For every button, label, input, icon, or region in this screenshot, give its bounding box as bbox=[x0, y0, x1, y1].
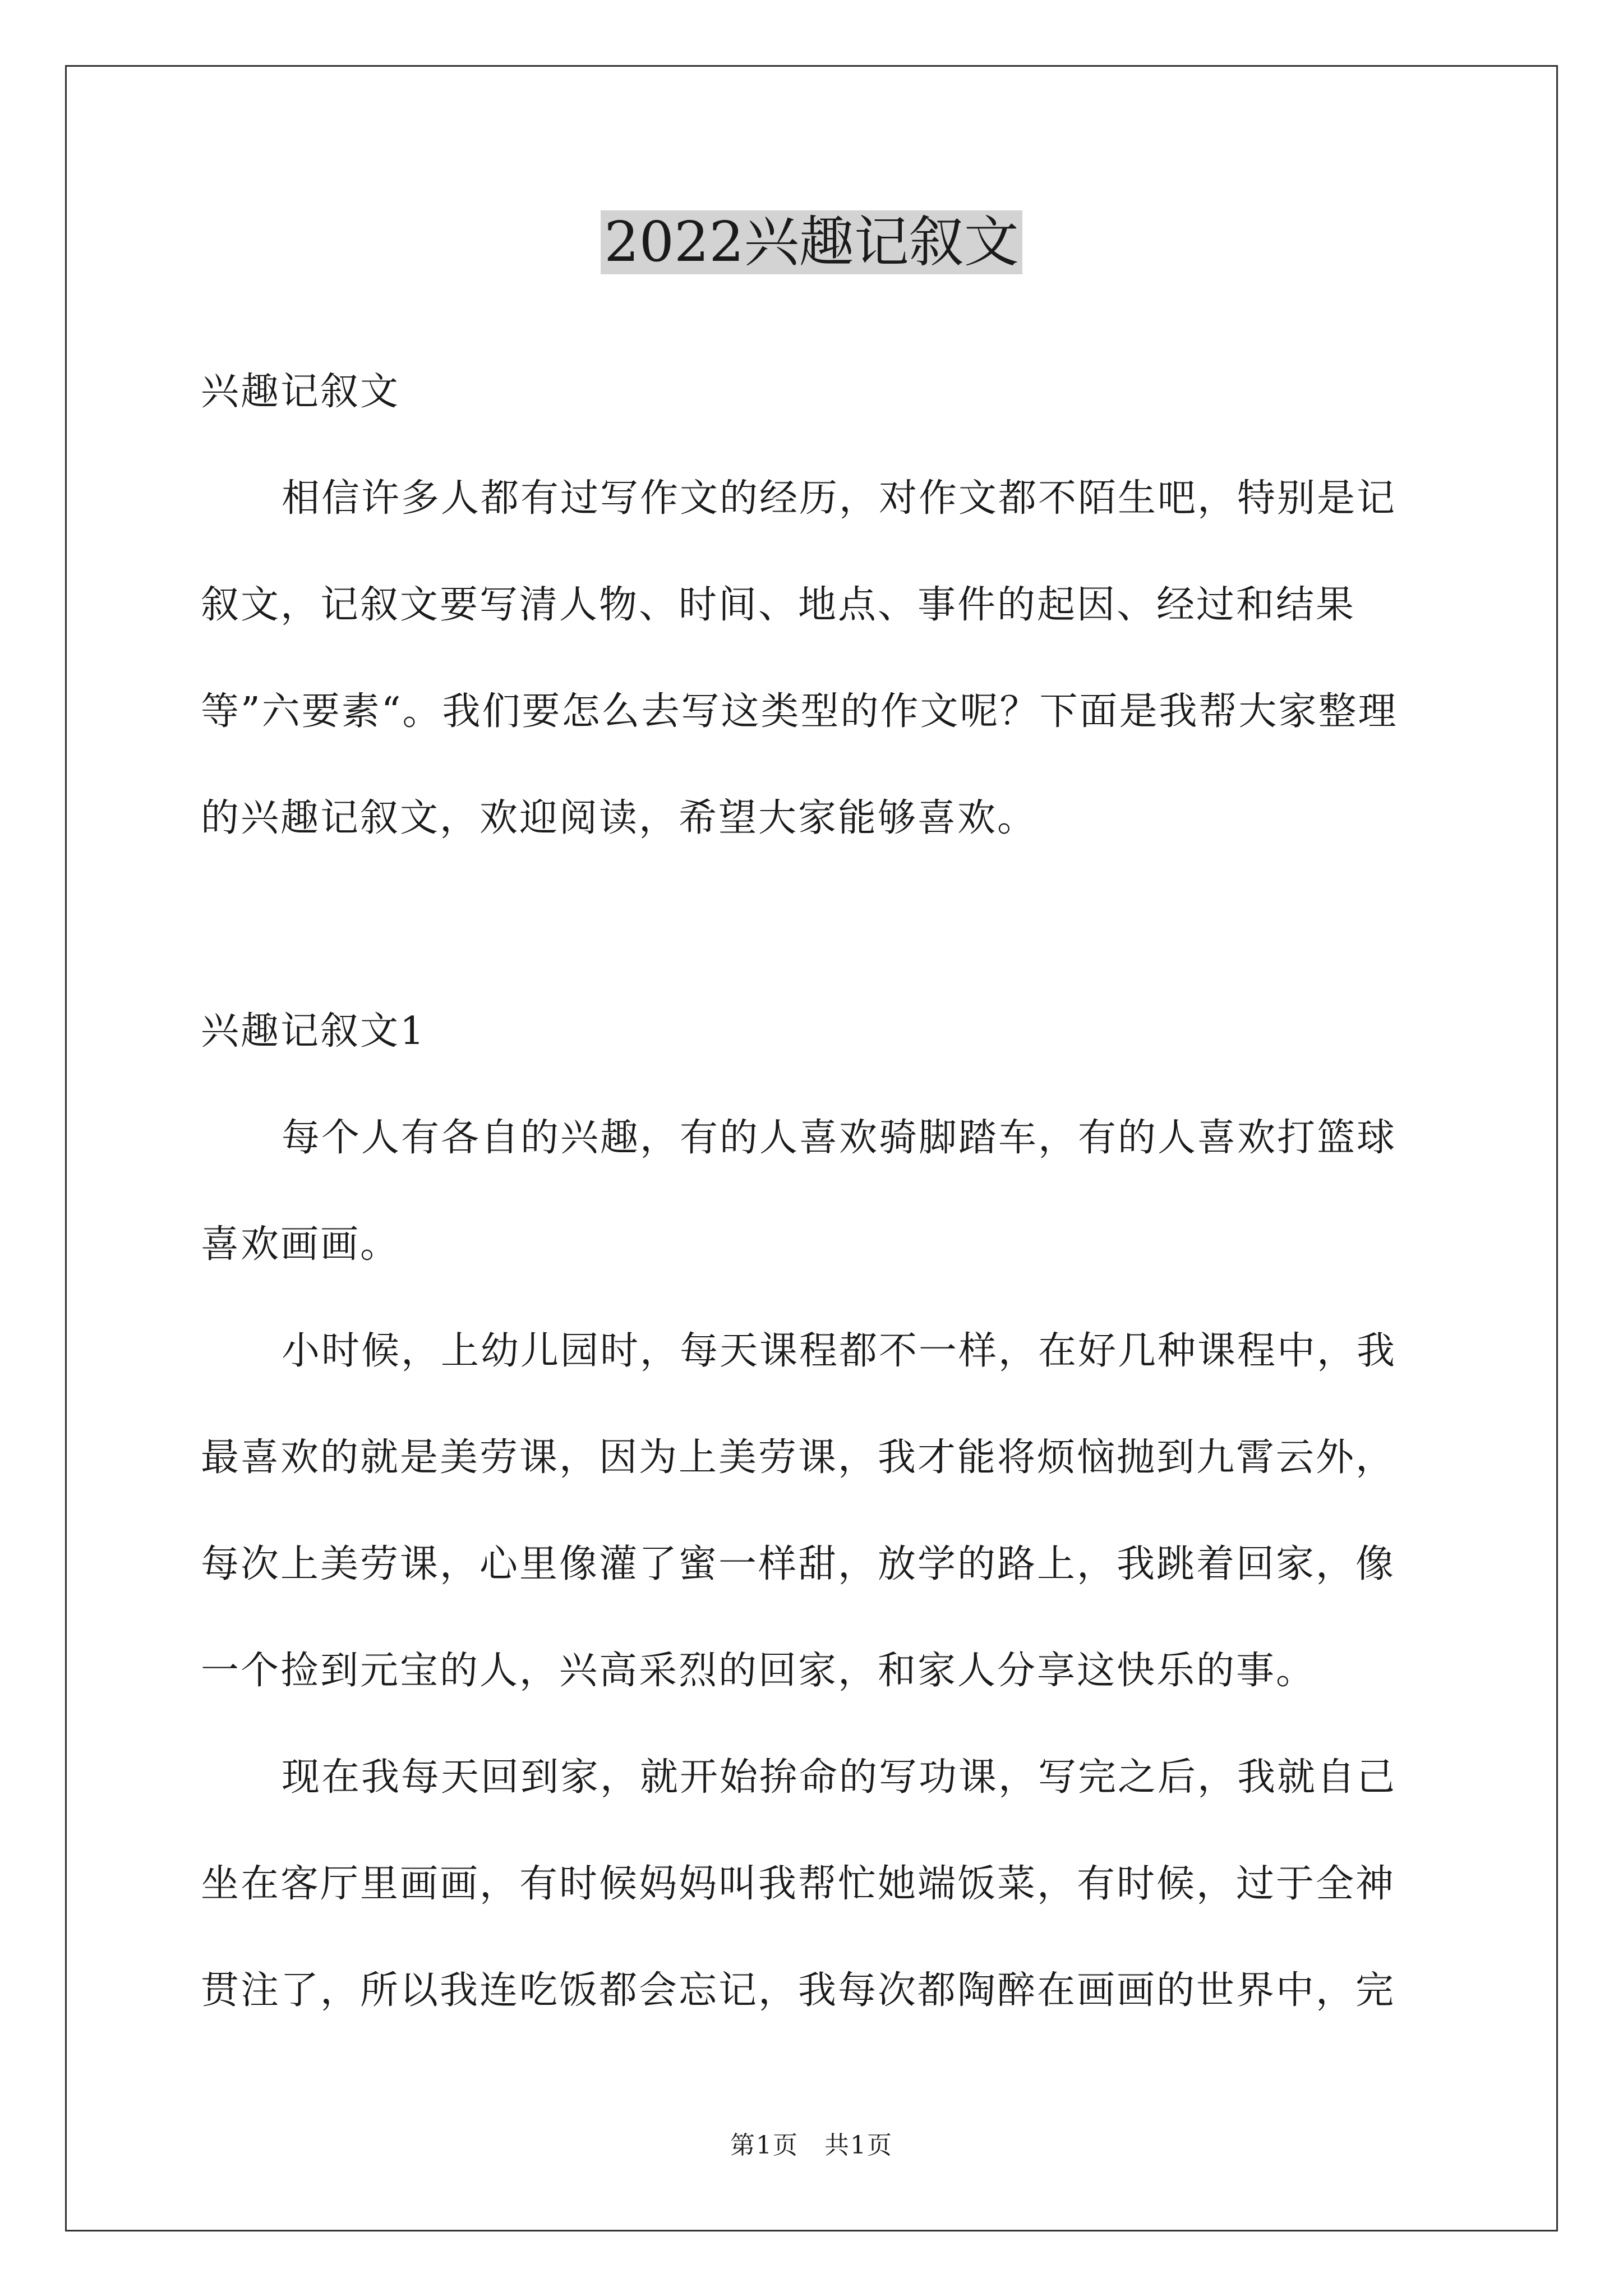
body-paragraph: 每个人有各自的兴趣，有的人喜欢骑脚踏车，有的人喜欢打篮球喜欢画画。 bbox=[201, 1116, 1397, 1267]
page-footer: 第1页 共1页 bbox=[730, 2131, 893, 2160]
document-title bbox=[0, 203, 1623, 282]
body-paragraph: 现在我每天回到家，就开始拚命的写功课，写完之后，我就自己坐在客厅里画画，有时候妈妈叫我帮忙她端饭菜，有时候，过于全神贯注了，所以我连吃饭都会忘记，我每次都陶醉在画画的世界中，完 bbox=[201, 1755, 1397, 2013]
essay-heading: 兴趣记叙文1 bbox=[201, 1009, 426, 1053]
section-heading: 兴趣记叙文 bbox=[201, 370, 400, 414]
intro-paragraph: 相信许多人都有过写作文的经历，对作文都不陌生吧，特别是记叙文，记叙文要写清人物、时间、地点、事件的起因、经过和结果等”六要素“。我们要怎么去写这类型的作文呢？下面是我帮大家整理的兴趣记叙文，欢迎阅读，希望大家能够喜欢。 bbox=[201, 476, 1398, 840]
document-body bbox=[201, 339, 1435, 2044]
document-title-text: 2022兴趣记叙文 bbox=[601, 210, 1022, 274]
body-paragraph: 小时候，上幼儿园时，每天课程都不一样，在好几种课程中，我最喜欢的就是美劳课，因为上美劳课，我才能将烦恼抛到九霄云外，每次上美劳课，心里像灌了蜜一样甜，放学的路上，我跳着回家，像一个捡到元宝的人，兴高采烈的回家，和家人分享这快乐的事。 bbox=[201, 1329, 1397, 1693]
